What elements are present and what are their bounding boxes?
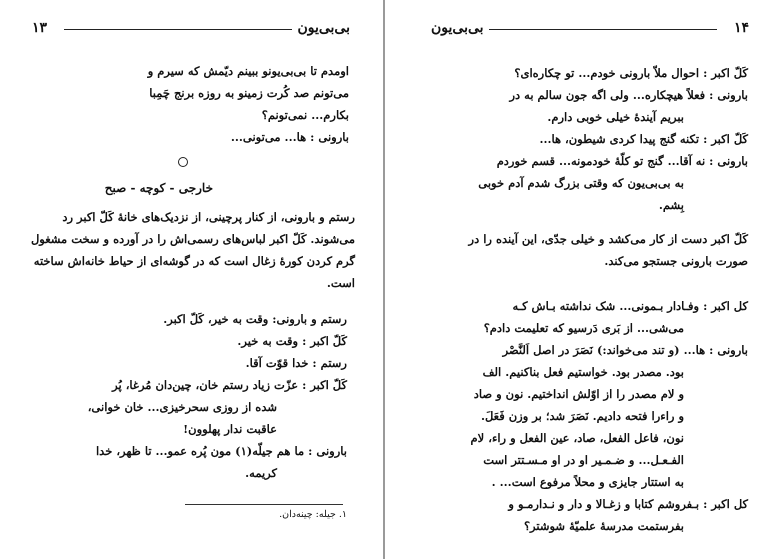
text-line: بارونی : ما هم جیلّه(۱) مون پُره عمو... تا ظهر، خدا xyxy=(95,444,347,458)
circle-icon xyxy=(178,157,188,167)
action-block xyxy=(23,206,355,294)
text-line: اومدم تا بی‌بی‌یونو ببینم دیّمش که سیرم و xyxy=(147,64,349,78)
text-line: بود. مصدر بود. خواستیم فعل بناکنیم. الف xyxy=(482,365,684,379)
text-line: شده از روزی سحرخیزی... خان خوانی، xyxy=(87,400,277,414)
text-line: بارونی : ها... (و تند می‌خواند:) نَصَرَ در اصل اَلنَّصْر xyxy=(502,343,748,357)
text-line: به بی‌بی‌یون که وقتی بزرگ شدم آدم خوبی xyxy=(478,176,684,190)
text-line: بفرستمت مدرسهٔ علمیّهٔ شوشتر؟ xyxy=(523,519,684,533)
text-line: به استتار جایزی و محلاً مرفوع است... . xyxy=(491,475,684,489)
text-line: است. xyxy=(326,276,355,290)
text-line: صورت بارونی جستجو می‌کند. xyxy=(604,254,748,268)
text-line: و لام مصدر را از اوّلش انداختیم. نون و صاد xyxy=(473,387,684,401)
text-line: رستم و بارونی، از کنار پرچینی، از نزدیک‌های خانهٔ کَلّ اکبر رد xyxy=(62,210,355,224)
text-line: کَلّ اکبر دست از کار می‌کشد و خیلی جدّی، این آینده را در xyxy=(468,232,748,246)
text-line: گرم کردن کورهٔ زغال است که در گوشه‌ای از حیاط خانه‌اش ساخته xyxy=(33,254,355,268)
text-line: الفـعـل... و ضـمـیر او در او مـسـتتر است xyxy=(483,453,684,467)
footnote: ۱. جیله: چینه‌دان. xyxy=(279,509,347,520)
text-line: کریمه. xyxy=(245,466,277,480)
left-page xyxy=(0,0,383,559)
text-line: رستم و بارونی: وقت به خیر، کَلّ اکبر. xyxy=(163,312,347,326)
text-line: کل اکبر : بـفروشم کتابا و زغـالا و دار و نـدارمـو و xyxy=(508,497,748,511)
header-rule xyxy=(64,29,292,30)
dialogue-block xyxy=(47,308,347,484)
text-line: می‌شی... از بَری دَرسیو که تعلیمت دادم؟ xyxy=(483,321,684,335)
text-line: می‌شوند. کَلّ اکبر لباس‌های رسمی‌اش را در آورده و سخت مشغول xyxy=(30,232,355,246)
text-line: رستم : خدا قوّت آقا. xyxy=(245,356,347,370)
text-line: نون، فاعل الفعل، صاد، عین الفعل و راء، لام xyxy=(470,431,684,445)
text-line: کَلّ اکبر : احوال ملاّ بارونی خودم... تو چکاره‌ای؟ xyxy=(514,66,748,80)
text-line: ببریم آیندهٔ خیلی خوبی دارم. xyxy=(547,110,684,124)
running-title: بی‌بی‌یون xyxy=(297,20,350,36)
text-line: کَلّ اکبر : وقت به خیر. xyxy=(237,334,347,348)
text-line: بکارم... نمی‌تونم؟ xyxy=(261,108,349,122)
dialogue-block xyxy=(418,295,748,537)
text-line: بارونی : ها... می‌تونی... xyxy=(230,130,349,144)
action-block xyxy=(408,228,748,272)
page-header xyxy=(431,20,751,40)
scene-break-ornament xyxy=(178,152,188,171)
text-line: عاقبت ندار پهلوون! xyxy=(183,422,277,436)
footnote-rule xyxy=(185,504,343,505)
scene-heading: خارجی - کوچه - صبح xyxy=(104,181,213,195)
text-line: می‌تونم صد کُرت زمینو به روزه برنج چَمِبا xyxy=(149,86,349,100)
page-header xyxy=(30,20,350,40)
text-line: کل اکبر : وفـادار بـمونی... شک نداشته بـاش کـه xyxy=(512,299,748,313)
text-line: بارونی : نه آقا... گنج تو کلّهٔ خودمونه... قسم خوردم xyxy=(496,154,748,168)
dialogue-block xyxy=(49,60,349,148)
page-number: ۱۴ xyxy=(733,20,749,36)
dialogue-block xyxy=(418,62,748,216)
right-page xyxy=(385,0,768,559)
text-line: کَلّ اکبر : عزّت زیاد رستم خان، چین‌دان مُرغا، پُر xyxy=(112,378,347,392)
running-title: بی‌بی‌یون xyxy=(431,20,484,36)
header-rule xyxy=(489,29,717,30)
text-line: کَلّ اکبر : تکنه گنج پیدا کردی شیطون، ها... xyxy=(539,132,748,146)
page-number: ۱۳ xyxy=(32,20,48,36)
text-line: بارونی : فعلاً هیچکاره... ولی اگه جون سالم به در xyxy=(509,88,748,102)
text-line: و راءرا فتحه دادیم. نَصَرَ شد؛ بر وزن فَعَلَ. xyxy=(480,409,684,423)
text-line: بِشم. xyxy=(658,198,684,212)
